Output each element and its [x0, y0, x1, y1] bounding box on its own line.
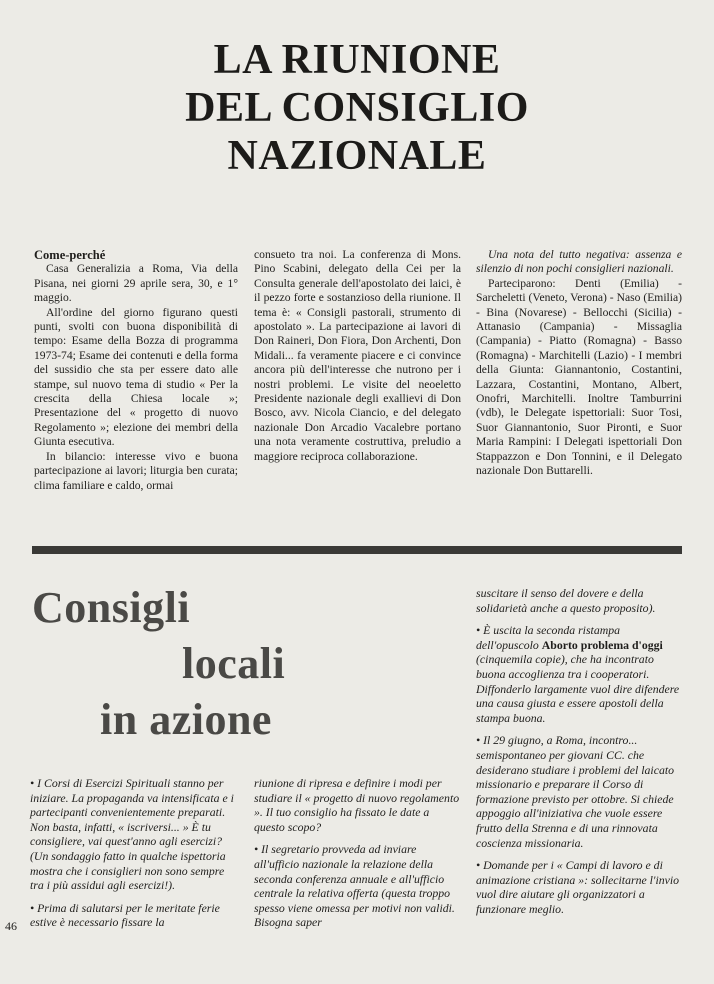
article2-column-3 — [476, 586, 684, 924]
paragraph — [476, 623, 684, 725]
paragraph: • Il segretario provveda ad inviare all'ufficio nazionale la relazione della seconda conferenza annuale e all'ufficio centrale la relativa offerta (questa troppo spesso viene omessa per motivi non validi. Bisogna saper — [254, 842, 455, 930]
article2-column-2 — [254, 776, 460, 938]
booklet-title: Aborto problema d'oggi — [541, 637, 663, 652]
page-number: 46 — [5, 919, 17, 933]
article2-title-line-2: locali — [182, 639, 286, 688]
section-heading: Come-perché — [34, 248, 106, 262]
article2-column-1 — [30, 776, 238, 938]
paragraph: Parteciparono: Denti (Emilia) - Sarcheletti (Veneto, Verona) - Naso (Emilia) - Bina (Novarese) - Bellocchi (Sicilia) - Attanasio (Campania) - Missaglia (Campania) - Piatto (Romagna) - Basso (Romagna) - Marchitelli (Lazio) - I membri della Giunta: Giannantonio, Costantini, Lazzara, Costantini, Montano, Albert, Onofri, Marchitelli. Inoltre Tamburrini (vdb), le Delegate ispettoriali: Suor Tosi, Suor Giannantonio, Suor Pironti, e Suor Maria Rampini: I Delegati ispettoriali Don Stappazzon e Don Tonnini, e il Delegato nazionale Don Buttarelli. — [476, 276, 682, 478]
paragraph: • Domande per i « Campi di lavoro e di animazione cristiana »: sollecitarne l'invio vuol dire aiutare gli organizzatori a funzionare meglio. — [476, 858, 680, 916]
paragraph: • Il 29 giugno, a Roma, incontro... semispontaneo per giovani CC. che desiderano studiare i problemi del laicato missionario e preparare il Corso di formazione previsto per ottobre. Si chiede appoggio all'iniziativa che vuole essere frutto della Strenna e di una rinnovata coscienza missionaria. — [476, 733, 675, 850]
article1-column-1 — [34, 248, 238, 493]
article1-column-3 — [476, 248, 682, 479]
article2-title-line-3: in azione — [100, 695, 272, 744]
paragraph-text: (cinquemila copie), che ha incontrato buona accoglienza tra i cooperatori. Diffonderlo largamente vuol dire difendere una causa giusta e essere apostoli della stampa buona. — [476, 652, 680, 725]
article-title-line-2: DEL CONSIGLIO — [185, 85, 529, 131]
paragraph: In bilancio: interesse vivo e buona partecipazione ai lavori; liturgia ben curata; clima familiare e caldo, ormai — [34, 449, 238, 492]
paragraph: • I Corsi di Esercizi Spirituali stanno per iniziare. La propaganda va intensificata e i partecipanti convenientemente preparati. Non basta, infatti, « iscriversi... » È tu consigliere, vai quest'anno agli esercizi? (Un sondaggio fatto in qualche ispettoria mostra che i consiglieri non sono sempre tra i più assidui agli esercizi!). — [30, 776, 234, 893]
article2-title-line-1: Consigli — [32, 583, 191, 632]
paragraph: suscitare il senso del dovere e della solidarietà anche a questo proposito). — [476, 586, 656, 615]
paragraph: Casa Generalizia a Roma, Via della Pisana, nei giorni 29 aprile sera, 30, e 1° maggio. — [34, 262, 238, 305]
article-title — [0, 36, 714, 180]
paragraph: Una nota del tutto negativa: assenza e silenzio di non pochi consiglieri nazionali. — [476, 248, 682, 276]
paragraph: All'ordine del giorno figurano questi punti, svolti con buona disponibilità di tempo: Esame della Bozza di programma 1973-74; Esame dei contenuti e della forma del sussidio che sta per essere dato alle stampe, sul nuovo tema di studio « Per la crescita della Chiesa locale »; Presentazione del « progetto di nuovo Regolamento »; elezione dei membri della Giunta esecutiva. — [34, 305, 238, 449]
article1-column-2 — [254, 248, 461, 464]
article-title-line-3: NAZIONALE — [227, 133, 487, 179]
article-title-line-1: LA RIUNIONE — [213, 37, 501, 83]
paragraph: consueto tra noi. La conferenza di Mons. Pino Scabini, delegato della Cei per la Consulta generale dell'apostolato dei laici, è il pezzo forte e sostanzioso della riunione. Il tema è: « Consigli pastorali, strumento di apostolato ». La partecipazione ai lavori di Don Raineri, Don Fiora, Don Archenti, Don Midali... fa veramente piacere e ci convince ancora più dell'interesse che nutrono per i nostri problemi. Le visite del neoeletto Presidente nazionale degli exallievi di Don Bosco, avv. Nicola Ciancio, e del delegato nazionale Don Arcadio Vacalebre portano una nota veramente costruttiva, preludio a maggiore reciproca collaborazione. — [254, 248, 461, 463]
paragraph: • Prima di salutarsi per le meritate ferie estive è necessario fissare la — [30, 900, 220, 930]
paragraph-text: • È uscita la seconda ristampa dell'opuscolo — [476, 623, 621, 652]
paragraph: riunione di ripresa e definire i modi per studiare il « progetto di nuovo regolamento ». Il tuo consiglio ha fissato le date a questo scopo? — [254, 776, 460, 834]
section-divider — [32, 546, 682, 554]
